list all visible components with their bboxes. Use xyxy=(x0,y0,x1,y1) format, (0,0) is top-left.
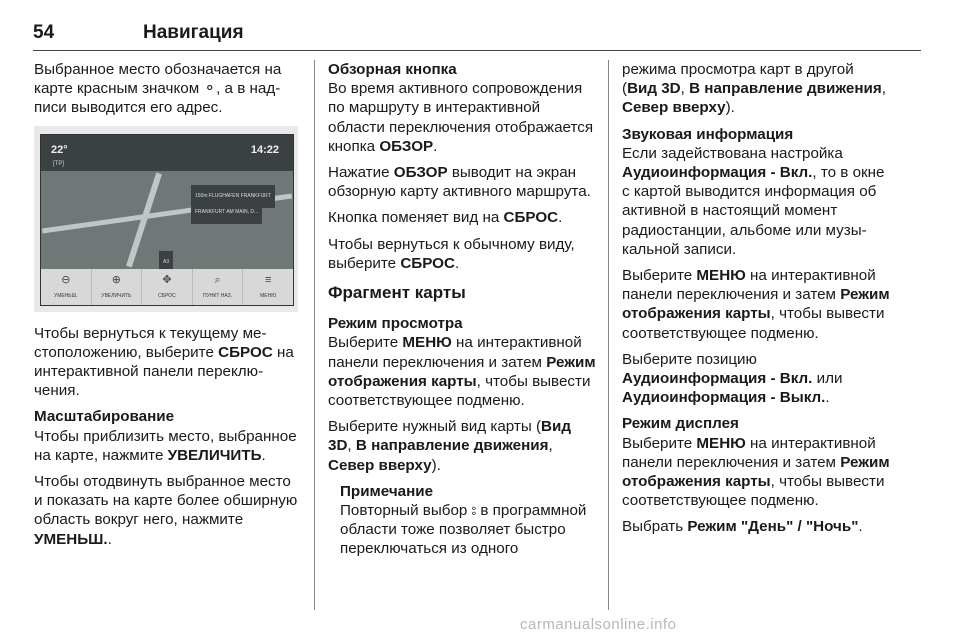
bold-term: Север вверху xyxy=(622,99,726,117)
text: , чтобы вывести соответствующее подменю. xyxy=(328,372,591,410)
bold-term: УВЕЛИЧИТЬ xyxy=(167,446,262,464)
bold-term: Аудиоинформация - Выкл. xyxy=(622,389,826,407)
text: . xyxy=(825,389,830,407)
bold-term: В направление движения xyxy=(689,80,882,98)
figure-screenshot xyxy=(34,126,298,312)
paragraph xyxy=(622,434,892,511)
bold-term: Режим отображения карты xyxy=(622,453,890,491)
section-heading: Фрагмент карты xyxy=(328,283,466,303)
crosshair-icon: ✥ xyxy=(162,273,172,286)
text: , xyxy=(881,80,886,98)
text: , xyxy=(347,437,356,455)
bold-term: МЕНЮ xyxy=(696,267,746,285)
bold-term: УМЕНЬШ. xyxy=(34,530,108,548)
map-banner: FRANKFURT AM MAIN, D... xyxy=(191,201,262,224)
text: , xyxy=(548,437,553,455)
subheading: Режим просмотра xyxy=(328,315,463,333)
button-label: СБРОС xyxy=(158,292,176,299)
infotainment-screen xyxy=(40,134,294,306)
header-rule xyxy=(33,50,921,51)
text: , xyxy=(680,80,690,98)
column-1 xyxy=(34,60,302,556)
text: Чтобы приблизить место, выбранное на карте, нажмите xyxy=(34,427,297,464)
text: Чтобы вернуться к обычному виду, выберите xyxy=(328,235,575,272)
destination-button[interactable] xyxy=(193,269,244,305)
zoom-out-icon: ⊖ xyxy=(61,273,71,286)
page-number: 54 xyxy=(33,22,55,43)
paragraph xyxy=(328,163,596,201)
text: на интерактивной панели переключения и затем xyxy=(328,334,582,371)
paragraph xyxy=(622,60,892,118)
paragraph xyxy=(622,266,892,343)
paragraph xyxy=(34,324,302,401)
status-bar xyxy=(41,135,293,171)
button-label: МЕНЮ xyxy=(260,292,277,299)
bold-term: Аудиоинформация - Вкл. xyxy=(622,164,813,182)
paragraph xyxy=(328,208,596,227)
subheading: Масштабирование xyxy=(34,408,175,426)
text: ). xyxy=(725,99,735,117)
text: или xyxy=(812,370,843,388)
tp-indicator: [TP] xyxy=(53,160,65,167)
text: на интерактивной панели переключения и затем xyxy=(622,267,876,304)
zoom-in-icon: ⊕ xyxy=(111,273,121,286)
text: на интерактивной панели переключения. xyxy=(34,343,294,400)
text: . xyxy=(558,209,563,227)
paragraph xyxy=(622,517,892,536)
bold-term: Режим "День" / "Ночь" xyxy=(687,518,859,536)
text: . xyxy=(433,137,438,155)
page-header xyxy=(33,18,933,54)
button-label: ПУНКТ НАЗ. xyxy=(203,292,233,299)
bold-term: Режим отображения карты xyxy=(328,353,596,390)
button-label: УВЕЛИЧИТЬ xyxy=(101,292,132,299)
text: Нажатие xyxy=(328,164,394,182)
road-label: A3 xyxy=(159,251,173,274)
watermark: carmanualsonline.info xyxy=(520,616,677,633)
text: . xyxy=(261,446,266,464)
text: на интерактивной панели переключения и затем xyxy=(622,434,876,471)
text: . xyxy=(858,518,863,536)
bold-term: МЕНЮ xyxy=(696,434,746,452)
bold-term: СБРОС xyxy=(400,254,455,272)
bold-term: ОБЗОР xyxy=(379,137,434,155)
paragraph xyxy=(328,417,596,475)
menu-icon: ≡ xyxy=(264,273,272,286)
text: выводит на экран обзорную карту активного маршрута. xyxy=(328,164,591,201)
page-title: Навигация xyxy=(143,22,244,43)
bold-term: Север вверху xyxy=(328,456,432,474)
text: Выберите xyxy=(328,334,403,352)
text: Выберите xyxy=(622,434,697,452)
text: Выбрать xyxy=(622,518,688,536)
interaction-selector-bar xyxy=(41,269,293,305)
bold-term: Аудиоинформация - Вкл. xyxy=(622,370,813,388)
search-icon: ⌕ xyxy=(214,273,221,286)
temperature: 22° xyxy=(51,143,68,156)
paragraph: Выбранное место обозначается на карте красным значком ⚬, а в надписи выводится его адрес. xyxy=(34,61,282,117)
text: . xyxy=(107,530,112,548)
subheading: Обзорная кнопка xyxy=(328,61,457,78)
text: Выберите позицию xyxy=(622,350,757,368)
text: Выберите нужный вид карты ( xyxy=(328,418,542,436)
paragraph xyxy=(622,350,892,408)
map-banner: 150m FLUGHAFEN FRANKFURT xyxy=(191,185,275,208)
bold-term: Вид 3D xyxy=(627,80,681,98)
clock: 14:22 xyxy=(250,143,279,156)
zoom-out-button[interactable] xyxy=(41,269,92,305)
text: Во время активного сопровождения по маршруту в интерактивной области переключения отображается кнопка xyxy=(328,80,594,155)
text: Чтобы вернуться к текущему местоположению, выберите xyxy=(34,324,267,361)
map-view xyxy=(41,171,293,269)
text: режима просмотра карт в другой ( xyxy=(622,61,854,98)
text: ). xyxy=(431,456,441,474)
column-3 xyxy=(622,60,892,544)
text: Если задействована настройка xyxy=(622,144,843,162)
bold-term: Вид 3D xyxy=(328,418,571,455)
button-label: УМЕНЬШ. xyxy=(54,292,78,299)
bold-term: Режим отображения карты xyxy=(622,286,890,323)
column-divider xyxy=(314,60,315,610)
reset-button[interactable] xyxy=(142,269,193,305)
menu-button[interactable] xyxy=(243,269,293,305)
column-divider xyxy=(608,60,609,610)
text: Выберите xyxy=(622,267,697,285)
paragraph xyxy=(328,333,596,410)
text: , то в окне с картой выводится информация об активной в настоящий момент радиостанции, альбоме или музыкальной записи. xyxy=(622,164,885,258)
note-block xyxy=(328,482,596,559)
zoom-in-button[interactable] xyxy=(92,269,143,305)
paragraph xyxy=(328,79,596,156)
bold-term: МЕНЮ xyxy=(402,334,452,352)
subheading: Звуковая информация xyxy=(622,125,794,143)
paragraph xyxy=(328,235,596,273)
text: . xyxy=(454,254,460,272)
text: Кнопка поменяет вид на xyxy=(328,209,504,227)
note-heading: Примечание xyxy=(340,482,434,500)
subheading: Режим дисплея xyxy=(622,415,739,433)
bold-term: СБРОС xyxy=(503,209,559,227)
paragraph xyxy=(34,472,302,549)
paragraph xyxy=(622,144,892,259)
column-2 xyxy=(328,60,596,559)
text: Чтобы отодвинуть выбранное место и показать на карте более обширную область вокруг него, нажмите xyxy=(34,473,298,529)
note-text: Повторный выбор ⦂ в программной области тоже позволяет быстро переключаться из одного xyxy=(340,502,587,558)
text: , чтобы вывести соответствующее подменю. xyxy=(622,305,885,342)
bold-term: ОБЗОР xyxy=(393,164,448,182)
text: , чтобы вывести соответствующее подменю. xyxy=(622,473,885,510)
bold-term: СБРОС xyxy=(218,343,273,361)
bold-term: В направление движения xyxy=(355,437,549,455)
paragraph xyxy=(34,427,302,465)
